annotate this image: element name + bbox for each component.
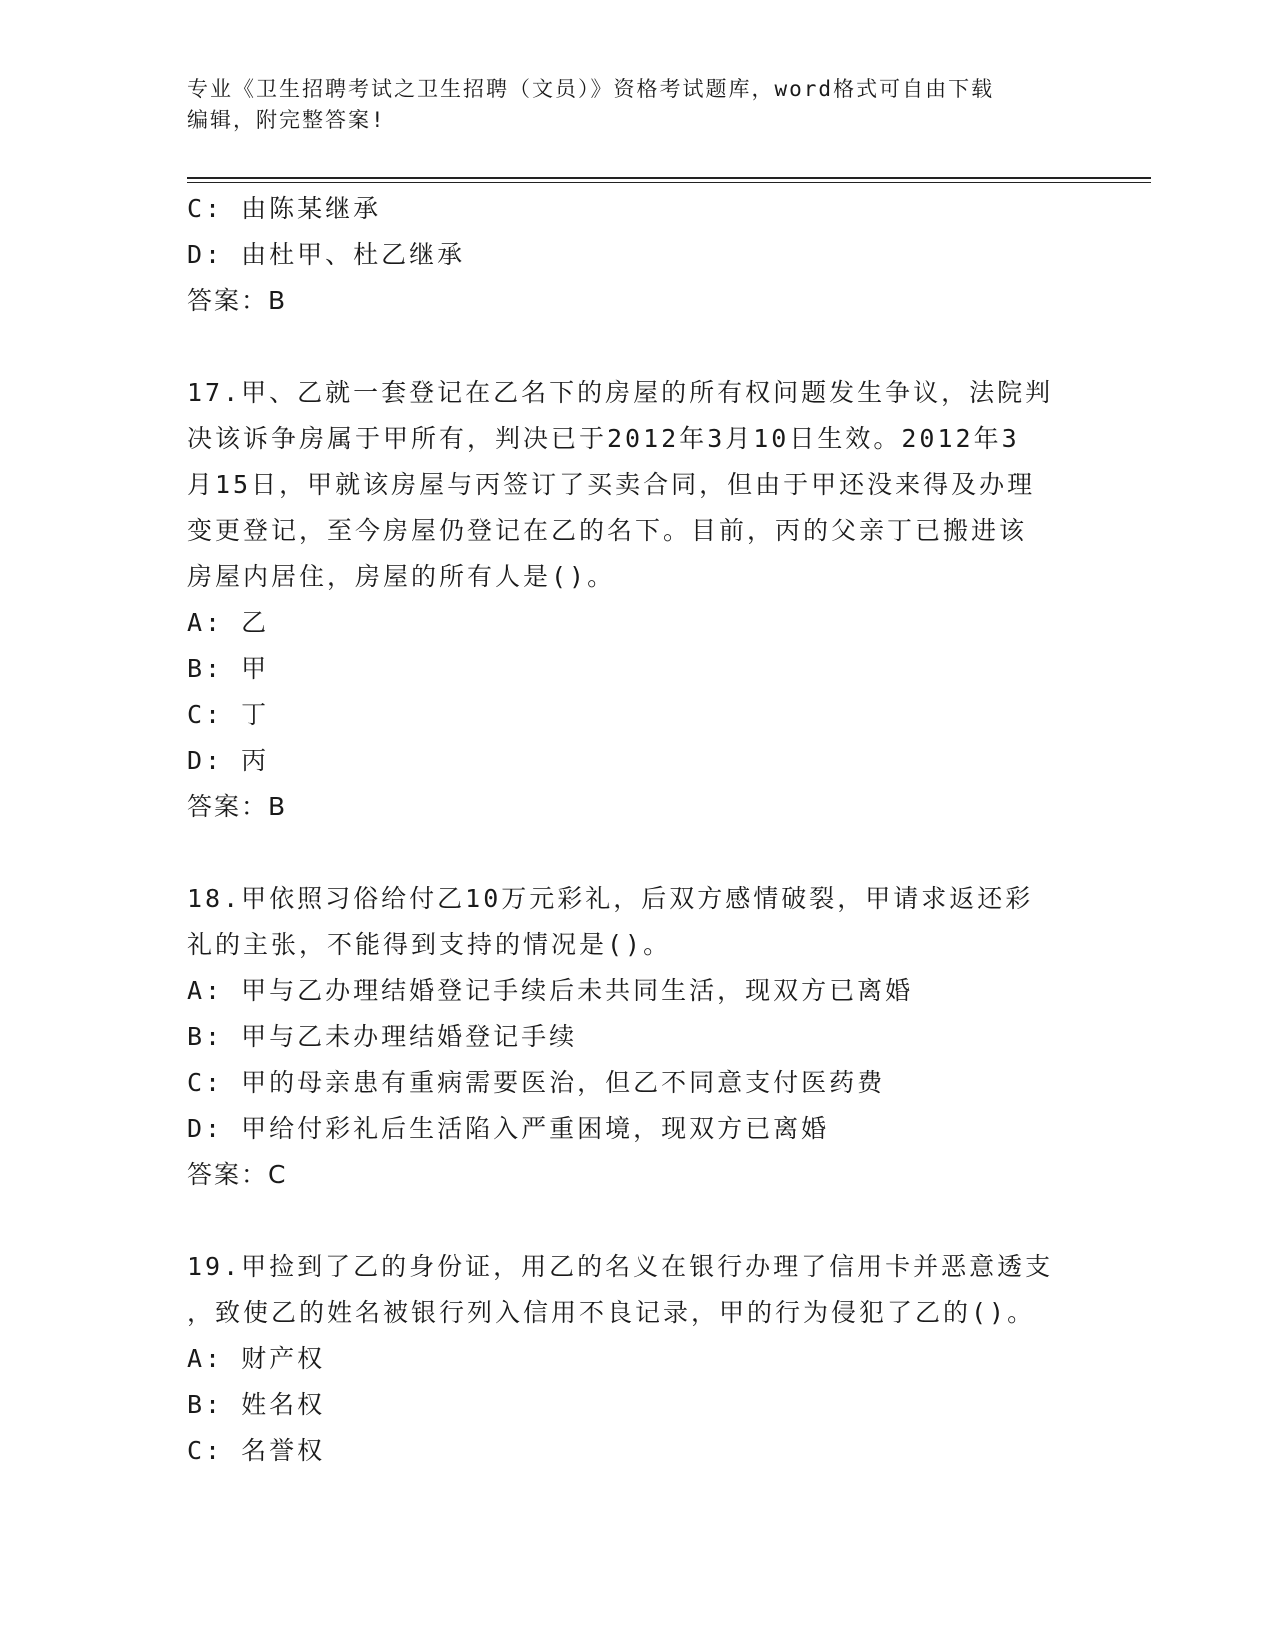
question-text-line: 决该诉争房属于甲所有，判决已于2012年3月10日生效。2012年3 bbox=[187, 424, 1020, 453]
document-body bbox=[187, 186, 1087, 1474]
option-d: D: 甲给付彩礼后生活陷入严重困境，现双方已离婚 bbox=[187, 1114, 830, 1143]
question-18 bbox=[187, 876, 1087, 1198]
option-c: C: 名誉权 bbox=[187, 1436, 326, 1465]
header-rule-thin bbox=[187, 182, 1151, 183]
question-19 bbox=[187, 1244, 1087, 1474]
spacer bbox=[187, 324, 1087, 370]
question-16-tail bbox=[187, 186, 1087, 324]
option-b: B: 甲 bbox=[187, 654, 270, 683]
option-d: D: 丙 bbox=[187, 746, 270, 775]
answer: 答案：B bbox=[187, 286, 288, 315]
answer: 答案：C bbox=[187, 1160, 288, 1189]
question-text-line: 18.甲依照习俗给付乙10万元彩礼，后双方感情破裂，甲请求返还彩 bbox=[187, 884, 1034, 913]
question-text-line: 17.甲、乙就一套登记在乙名下的房屋的所有权问题发生争议，法院判 bbox=[187, 378, 1054, 407]
answer: 答案：B bbox=[187, 792, 288, 821]
question-text-line: 房屋内居住，房屋的所有人是()。 bbox=[187, 562, 616, 591]
option-b: B: 甲与乙未办理结婚登记手续 bbox=[187, 1022, 578, 1051]
option-c: C: 丁 bbox=[187, 700, 270, 729]
spacer bbox=[187, 830, 1087, 876]
question-17 bbox=[187, 370, 1087, 830]
option-a: A: 财产权 bbox=[187, 1344, 326, 1373]
option-a: A: 乙 bbox=[187, 608, 270, 637]
question-text-line: ，致使乙的姓名被银行列入信用不良记录，甲的行为侵犯了乙的()。 bbox=[187, 1298, 1036, 1327]
question-text-line: 变更登记，至今房屋仍登记在乙的名下。目前，丙的父亲丁已搬进该 bbox=[187, 516, 1028, 545]
header-line-2: 编辑，附完整答案! bbox=[187, 108, 386, 132]
option-a: A: 甲与乙办理结婚登记手续后未共同生活，现双方已离婚 bbox=[187, 976, 914, 1005]
option-d: D: 由杜甲、杜乙继承 bbox=[187, 240, 466, 269]
document-header bbox=[187, 74, 1087, 136]
option-c: C: 由陈某继承 bbox=[187, 194, 382, 223]
question-text-line: 19.甲捡到了乙的身份证，用乙的名义在银行办理了信用卡并恶意透支 bbox=[187, 1252, 1054, 1281]
option-b: B: 姓名权 bbox=[187, 1390, 326, 1419]
header-line-1: 专业《卫生招聘考试之卫生招聘（文员）》资格考试题库，word格式可自由下载 bbox=[187, 77, 995, 101]
header-rule-thick bbox=[187, 177, 1151, 179]
question-text-line: 礼的主张，不能得到支持的情况是()。 bbox=[187, 930, 672, 959]
question-text-line: 月15日，甲就该房屋与丙签订了买卖合同，但由于甲还没来得及办理 bbox=[187, 470, 1036, 499]
option-c: C: 甲的母亲患有重病需要医治，但乙不同意支付医药费 bbox=[187, 1068, 886, 1097]
spacer bbox=[187, 1198, 1087, 1244]
